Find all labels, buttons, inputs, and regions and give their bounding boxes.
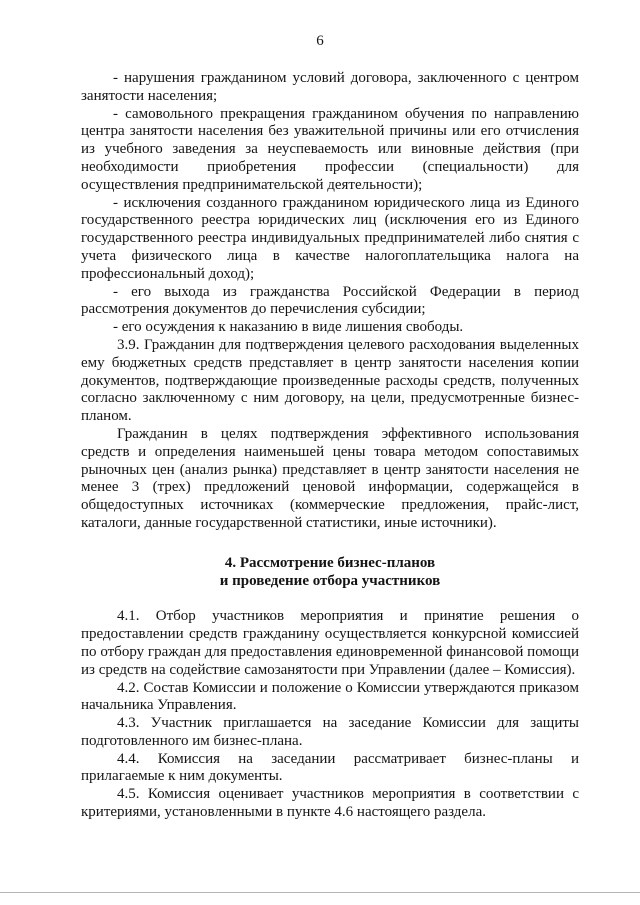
clause-4-4: 4.4. Комиссия на заседании рассматривает бизнес-планы и прилагаемые к ним документы. bbox=[81, 750, 579, 785]
clause-4-1: 4.1. Отбор участников мероприятия и принятие решения о предоставлении средств гражданину осуществляется конкурсной комиссией по отбору граждан для предоставления единовременной финансовой помощи из средств на содействие самозанятости при Управлении (далее – Комиссия). bbox=[81, 608, 579, 678]
list-item: - его выхода из гражданства Российской Федерации в период рассмотрения документов до перечисления субсидии; bbox=[81, 283, 579, 318]
market-analysis-paragraph: Гражданин в целях подтверждения эффективного использования средств и определения наименьшей цены товара методом сопоставимых рыночных цен (анализ рынка) представляет в центр занятости населения не менее 3 (трех) предложений ценовой информации, содержащейся в общедоступных источниках (коммерческие предложения, прайс-лист, каталоги, данные государственной статистики, иные источники). bbox=[81, 425, 579, 531]
clause-4-5: 4.5. Комиссия оценивает участников мероприятия в соответствии с критериями, установленными в пункте 4.6 настоящего раздела. bbox=[81, 786, 579, 821]
spacer bbox=[81, 533, 579, 555]
list-item: - самовольного прекращения гражданином обучения по направлению центра занятости населения без уважительной причины или его отчисления из учебного заведения за неуспеваемость или виновные действия (при необходимости приобретения профессии (специальности) для осуществления предпринимательской деятельности); bbox=[81, 105, 579, 193]
document-body bbox=[81, 70, 579, 822]
scan-edge-line bbox=[0, 892, 640, 893]
clause-3-9: 3.9. Гражданин для подтверждения целевого расходования выделенных ему бюджетных средств представляет в центр занятости населения копии документов, подтверждающие произведенные расходы средств, полученных согласно заключенному с ним договору, на цели, предусмотренные бизнес-планом. bbox=[81, 336, 579, 425]
list-item: - исключения созданного гражданином юридического лица из Единого государственного реестра юридических лиц (исключения его из Единого государственного реестра индивидуальных предпринимателей либо снятия с учета физического лица в качестве налогоплательщика налога на профессиональный доход); bbox=[81, 194, 579, 282]
list-item: - его осуждения к наказанию в виде лишения свободы. bbox=[113, 319, 464, 336]
list-item: - нарушения гражданином условий договора, заключенного с центром занятости населения; bbox=[81, 70, 579, 104]
page-number: 6 bbox=[316, 33, 324, 49]
clause-4-3: 4.3. Участник приглашается на заседание Комиссии для защиты подготовленного им бизнес-плана. bbox=[81, 715, 579, 749]
spacer bbox=[81, 590, 579, 608]
clause-4-2: 4.2. Состав Комиссии и положение о Комиссии утверждаются приказом начальника Управления. bbox=[81, 679, 579, 714]
section-heading-line-2: и проведение отбора участников bbox=[219, 572, 441, 589]
section-heading-line-1: 4. Рассмотрение бизнес-планов bbox=[224, 554, 436, 571]
